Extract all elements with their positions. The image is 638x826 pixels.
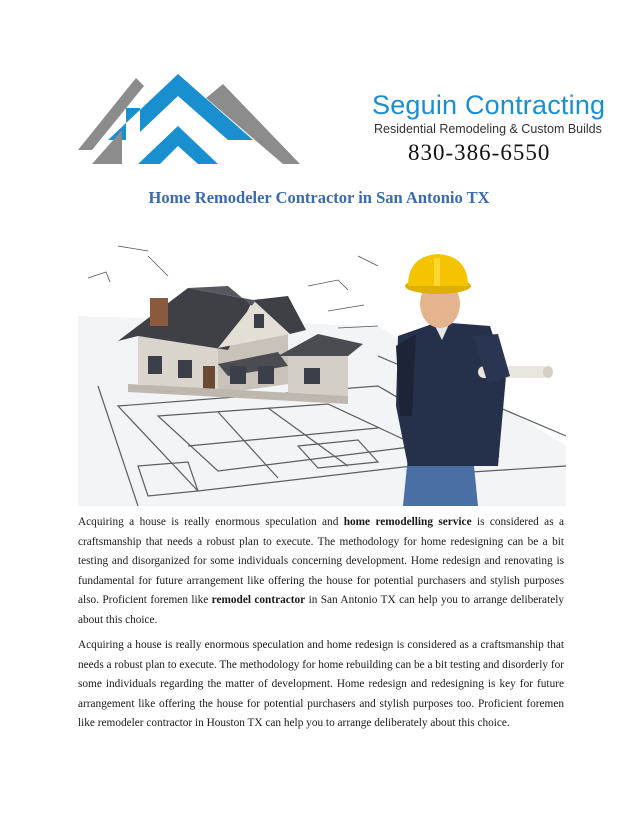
company-logo bbox=[78, 68, 606, 176]
house-blueprint-engineer-image bbox=[78, 216, 566, 506]
article-body bbox=[78, 513, 564, 740]
paragraph-2: Acquiring a house is really enormous speculation and home redesign is considered as a craftsmanship that needs a robust plan to execute. The methodology for home rebuilding can be a bit testing and disorderly for some individuals regarding the matter of development. Home redesign and redesigning is key for future arrangement like offering the house for potential purchasers and stylish purposes too. Proficient foremen like remodeler contractor in Houston TX can help you to arrange deliberately about this choice. bbox=[78, 639, 564, 729]
paragraph-1-text-cont: is considered as a craftsmanship that needs a robust plan to execute. The methodology for home redesigning can be a bit testing and disorganized for some individuals concerning development. Home redesign and renovating is fundamental for future arrangement like offering the house for potential purchasers and stylish purposes also. Proficient foremen like bbox=[78, 516, 564, 606]
company-name: Seguin Contracting bbox=[372, 90, 606, 120]
company-tagline: Residential Remodeling & Custom Builds bbox=[374, 122, 602, 136]
paragraph-1 bbox=[78, 513, 564, 630]
remodel-contractor-link[interactable]: remodel contractor bbox=[211, 594, 306, 606]
house-logo-icon bbox=[78, 68, 308, 176]
paragraph-1-text: Acquiring a house is really enormous speculation and bbox=[78, 516, 344, 528]
page-title: Home Remodeler Contractor in San Antonio TX bbox=[148, 188, 490, 207]
company-phone: 830-386-6550 bbox=[408, 140, 551, 165]
home-remodelling-service-link[interactable]: home remodelling service bbox=[343, 516, 472, 528]
paragraph-1-text-end: in San Antonio TX can help you to arrange deliberately about this choice. bbox=[78, 594, 565, 626]
